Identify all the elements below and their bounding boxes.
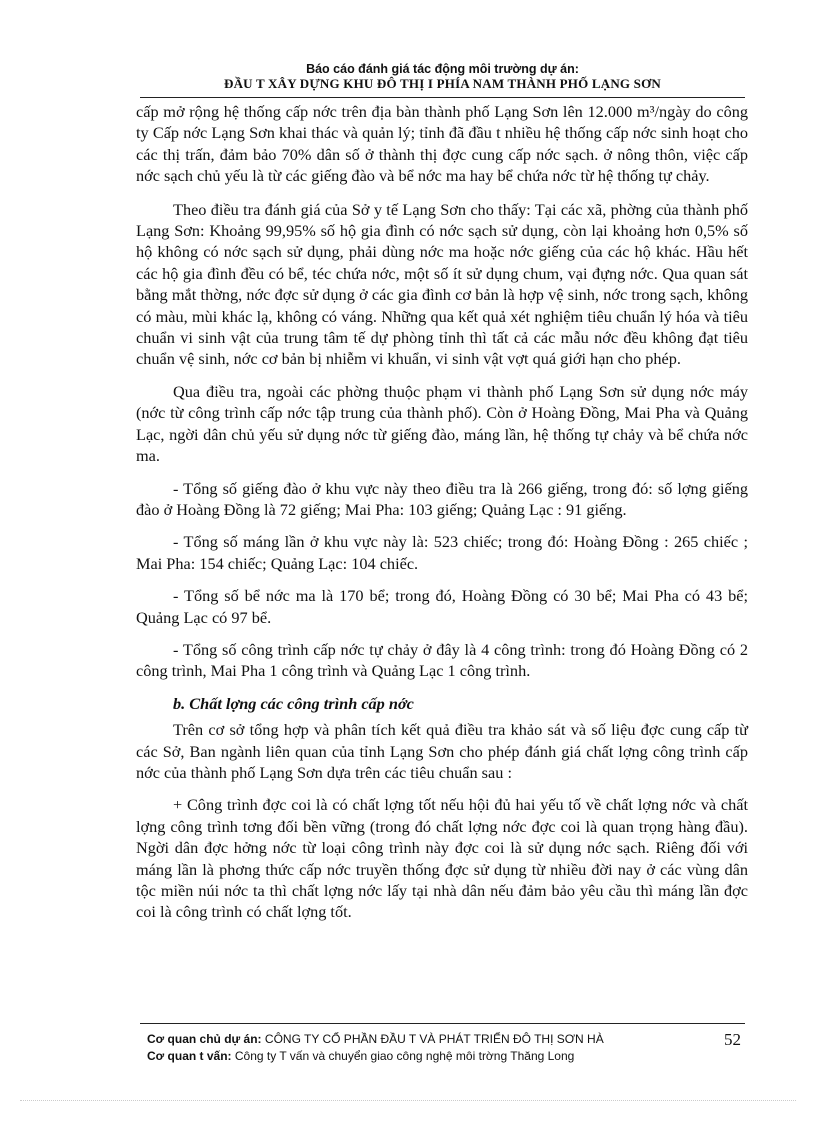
list-item: - Tổng số công trình cấp nớc tự chảy ở đây là 4 công trình: trong đó Hoàng Đồng có 2 công trình, Mai Pha 1 công trình và Quảng Lạc 1 công trình.	[136, 639, 748, 681]
list-item: - Tổng số giếng đào ở khu vực này theo điều tra là 266 giếng, trong đó: số lợng giếng đào ở Hoàng Đồng là 72 giếng; Mai Pha: 103 giếng; Quảng Lạc : 91 giếng.	[136, 478, 748, 519]
section-heading: b. Chất lợng các công trình cấp nớc	[173, 693, 414, 713]
header-divider	[140, 97, 745, 98]
consultant-line	[147, 1048, 745, 1065]
page-edge-divider	[20, 1100, 796, 1101]
document-body	[136, 101, 748, 934]
paragraph: Trên cơ sở tổng hợp và phân tích kết quả điều tra khảo sát và số liệu đợc cung cấp từ các Sở, Ban ngành liên quan của tỉnh Lạng Sơn cho phép đánh giá chất lợng công trình cấp nớc của thành phố Lạng Sơn dựa trên các tiêu chuẩn sau :	[136, 720, 748, 782]
paragraph: Theo điều tra đánh giá của Sở y tế Lạng Sơn cho thấy: Tại các xã, phờng của thành phố Lạng Sơn: Khoảng 99,95% số hộ gia đình có nớc sạch sử dụng, còn lại khoảng hơn 0,5% số hộ không có nớc sạch sử dụng, phải dùng nớc ma hoặc nớc giếng của các hộ khác. Hầu hết các hộ gia đình đều có bể, téc chứa nớc, một số ít sử dụng chum, vại đựng nớc. Qua quan sát bằng mắt thờng, nớc đợc sử dụng ở các gia đình cơ bản là hợp vệ sinh, nớc trong sạch, không có màu, mùi khác lạ, không có váng. Những qua kết quả xét nghiệm tiêu chuẩn lý hóa và tiêu chuẩn vi sinh vật của trung tâm tế dự phòng tỉnh thì tất cả các mẫu nớc đều không đạt tiêu chuẩn vệ sinh, nớc cơ bản bị nhiễm vi khuẩn, vi sinh vật vợt quá giới hạn cho phép.	[136, 199, 748, 369]
consultant-value: Công ty T vấn và chuyển giao công nghệ môi trờng Thăng Long	[234, 1049, 575, 1063]
owner-line	[147, 1031, 745, 1048]
footer-divider	[140, 1023, 745, 1024]
project-title: ĐẦU T XÂY DỰNG KHU ĐÔ THỊ I PHÍA NAM THÀNH PHỐ LẠNG SƠN	[223, 76, 662, 91]
page-number: 52	[724, 1030, 741, 1049]
list-item: - Tổng số máng lần ở khu vực này là: 523 chiếc; trong đó: Hoàng Đồng : 265 chiếc ; Mai Pha: 154 chiếc; Quảng Lạc: 104 chiếc.	[136, 532, 748, 573]
paragraph: cấp mở rộng hệ thống cấp nớc trên địa bàn thành phố Lạng Sơn lên 12.000 m³/ngày do công ty Cấp nớc Lạng Sơn khai thác và quản lý; tỉnh đã đầu t nhiều hệ thống cấp nớc sinh hoạt cho các thị trấn, đảm bảo 70% dân số ở thành thị đợc cung cấp nớc sạch. ở nông thôn, việc cấp nớc sạch chủ yếu là từ các giếng đào và bể nớc ma hay bể chứa nớc từ hệ thống tự chảy.	[136, 102, 748, 186]
paragraph: Qua điều tra, ngoài các phờng thuộc phạm vi thành phố Lạng Sơn sử dụng nớc máy (nớc từ công trình cấp nớc tập trung của thành phố). Còn ở Hoàng Đồng, Mai Pha và Quảng Lạc, ngời dân chủ yếu sử dụng nớc từ giếng đào, máng lần, hệ thống tự chảy và bể chứa nớc ma.	[136, 381, 748, 466]
page-footer	[147, 1031, 745, 1065]
page-header	[140, 62, 745, 92]
paragraph: + Công trình đợc coi là có chất lợng tốt nếu hội đủ hai yếu tố về chất lợng nớc và chất lợng công trình tơng đối bền vững (trong đó chất lợng nớc đợc coi là quan trọng hàng đầu). Ngời dân đợc hởng nớc từ loại công trình này đợc coi là sử dụng nớc sạch. Riêng đối với máng lần là phơng thức cấp nớc truyền thống đợc sử dụng từ nhiều đời nay ở các vùng dân tộc miền núi nớc ta thì chất lợng nớc lấy tại nhà dân nếu đảm bảo yêu cầu thì máng lần đợc coi là công trình có chất lợng tốt.	[136, 795, 748, 922]
consultant-label: Cơ quan t vấn:	[147, 1049, 232, 1063]
owner-label: Cơ quan chủ dự án:	[147, 1032, 262, 1046]
report-title: Báo cáo đánh giá tác động môi trường dự án:	[306, 62, 579, 76]
owner-value: CÔNG TY CỔ PHẦN ĐẦU T VÀ PHÁT TRIỂN ĐÔ THỊ SƠN HÀ	[264, 1032, 604, 1046]
list-item: - Tổng số bể nớc ma là 170 bể; trong đó, Hoàng Đồng có 30 bể; Mai Pha có 43 bể; Quảng Lạc có 97 bể.	[136, 586, 748, 627]
